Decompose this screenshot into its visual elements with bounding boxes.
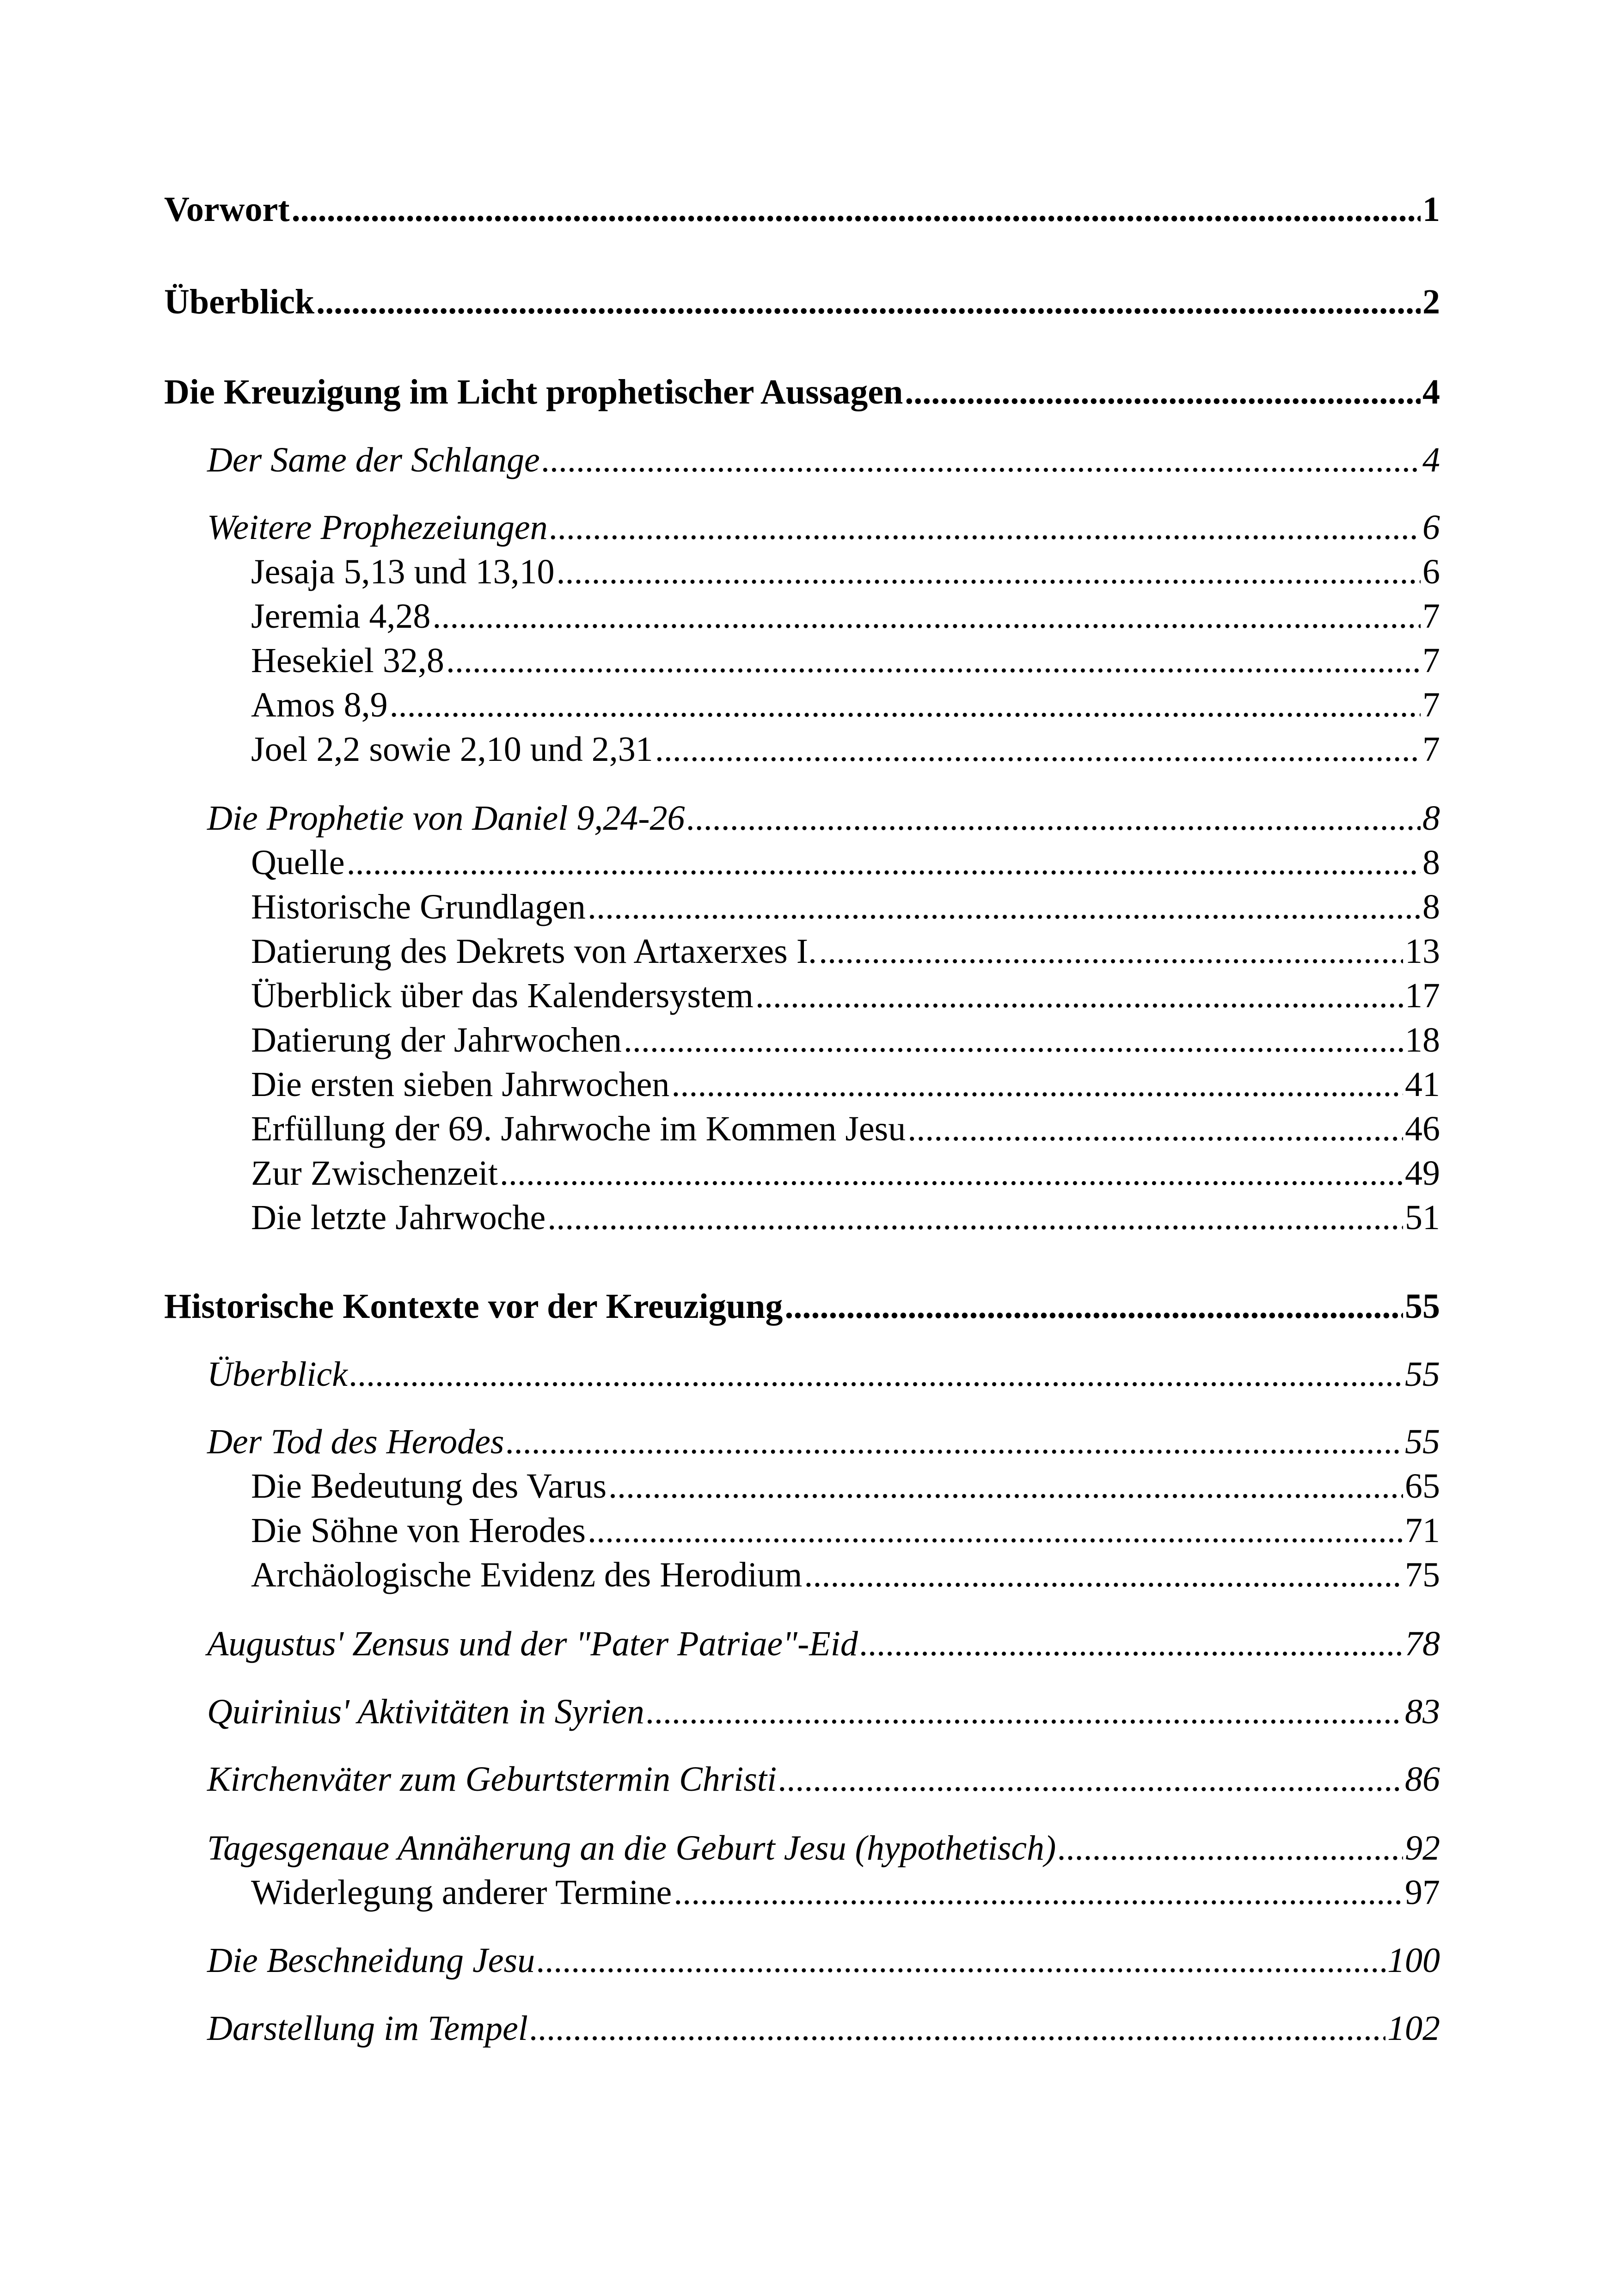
toc-entry-label: Erfüllung der 69. Jahrwoche im Kommen Jesu — [251, 1109, 906, 1148]
toc-entry[interactable] — [207, 1420, 1440, 1464]
toc-leader — [1058, 1826, 1403, 1870]
toc-entry-page: 8 — [1422, 799, 1440, 838]
toc-entry[interactable] — [207, 1352, 1440, 1396]
toc-leader — [506, 1420, 1403, 1464]
toc-entry-page: 51 — [1405, 1198, 1440, 1237]
toc-entry-label: Kirchenväter zum Geburtstermin Christi — [207, 1760, 777, 1799]
toc-entry-page: 6 — [1422, 508, 1440, 547]
toc-entry[interactable] — [207, 1690, 1440, 1734]
toc-entry-page: 100 — [1387, 1941, 1440, 1980]
toc-leader — [542, 438, 1421, 482]
toc-entry[interactable] — [251, 1870, 1440, 1915]
toc-entry-page: 49 — [1405, 1154, 1440, 1193]
toc-leader — [905, 370, 1421, 414]
toc-entry[interactable] — [251, 550, 1440, 594]
toc-entry-label: Datierung der Jahrwochen — [251, 1021, 622, 1059]
toc-entry[interactable] — [251, 1151, 1440, 1195]
toc-leader — [432, 594, 1421, 638]
toc-leader — [655, 727, 1421, 771]
toc-entry-label: Die Beschneidung Jesu — [207, 1941, 535, 1980]
toc-entry[interactable] — [251, 1107, 1440, 1151]
toc-entry-label: Der Tod des Herodes — [207, 1422, 504, 1461]
toc-entry[interactable] — [251, 1553, 1440, 1597]
toc-leader — [624, 1018, 1403, 1062]
toc-leader — [500, 1151, 1403, 1195]
toc-entry-page: 65 — [1405, 1467, 1440, 1506]
toc-entry-page: 17 — [1405, 976, 1440, 1015]
toc-entry[interactable] — [164, 280, 1440, 324]
toc-entry[interactable] — [164, 370, 1440, 414]
toc-entry-page: 7 — [1422, 686, 1440, 724]
toc-entry-label: Jeremia 4,28 — [251, 597, 431, 636]
toc-leader — [390, 683, 1421, 727]
toc-entry-label: Überblick — [207, 1355, 348, 1394]
toc-entry[interactable] — [207, 505, 1440, 550]
toc-entry[interactable] — [251, 1508, 1440, 1553]
toc-entry-page: 83 — [1405, 1692, 1440, 1731]
toc-leader — [687, 796, 1421, 840]
toc-entry-page: 2 — [1422, 282, 1440, 321]
toc-entry[interactable] — [251, 638, 1440, 683]
toc-entry[interactable] — [251, 1062, 1440, 1107]
toc-entry-page: 78 — [1405, 1624, 1440, 1663]
toc-entry[interactable] — [207, 1938, 1440, 1983]
toc-entry-label: Hesekiel 32,8 — [251, 641, 444, 680]
toc-entry-label: Die ersten sieben Jahrwochen — [251, 1065, 670, 1104]
toc-leader — [860, 1622, 1403, 1666]
toc-entry-label: Zur Zwischenzeit — [251, 1154, 498, 1193]
toc-leader — [588, 885, 1421, 929]
toc-entry-page: 86 — [1405, 1760, 1440, 1799]
toc-leader — [755, 974, 1403, 1018]
toc-entry-label: Darstellung im Tempel — [207, 2009, 528, 2048]
toc-entry-page: 46 — [1405, 1109, 1440, 1148]
toc-leader — [608, 1464, 1403, 1508]
toc-entry-label: Archäologische Evidenz des Herodium — [251, 1555, 803, 1594]
toc-leader — [804, 1553, 1403, 1597]
toc-entry-page: 7 — [1422, 730, 1440, 769]
toc-entry-page: 8 — [1422, 888, 1440, 926]
toc-entry-page: 97 — [1405, 1873, 1440, 1912]
toc-entry[interactable] — [207, 2006, 1440, 2051]
toc-leader — [784, 1284, 1403, 1329]
toc-leader — [671, 1062, 1403, 1107]
toc-entry-page: 75 — [1405, 1555, 1440, 1594]
toc-entry-label: Die letzte Jahrwoche — [251, 1198, 546, 1237]
toc-leader — [907, 1107, 1403, 1151]
toc-entry-label: Widerlegung anderer Termine — [251, 1873, 672, 1912]
toc-entry[interactable] — [251, 974, 1440, 1018]
toc-entry-label: Überblick über das Kalendersystem — [251, 976, 754, 1015]
toc-entry-page: 55 — [1405, 1287, 1440, 1326]
toc-leader — [588, 1508, 1403, 1553]
toc-entry-label: Tagesgenaue Annäherung an die Geburt Jesu (hypothetisch) — [207, 1829, 1056, 1867]
toc-leader — [547, 1195, 1403, 1240]
toc-entry-page: 4 — [1422, 441, 1440, 479]
toc-leader — [446, 638, 1421, 683]
toc-entry[interactable] — [251, 840, 1440, 885]
toc-entry-page: 7 — [1422, 597, 1440, 636]
toc-entry[interactable] — [207, 1622, 1440, 1666]
toc-entry[interactable] — [164, 187, 1440, 232]
toc-entry-page: 55 — [1405, 1355, 1440, 1394]
toc-entry-page: 18 — [1405, 1021, 1440, 1059]
toc-entry-label: Weitere Prophezeiungen — [207, 508, 548, 547]
toc-entry-label: Historische Grundlagen — [251, 888, 586, 926]
toc-leader — [530, 2006, 1385, 2051]
toc-entry-label: Historische Kontexte vor der Kreuzigung — [164, 1287, 783, 1326]
toc-leader — [550, 505, 1421, 550]
toc-entry-page: 8 — [1422, 843, 1440, 882]
toc-leader — [674, 1870, 1403, 1915]
toc-leader — [646, 1690, 1403, 1734]
toc-entry-label: Datierung des Dekrets von Artaxerxes I. — [251, 932, 817, 971]
toc-entry-page: 4 — [1422, 373, 1440, 411]
toc-entry-label: Augustus' Zensus und der "Pater Patriae"-Eid — [207, 1624, 858, 1663]
toc-entry-page: 92 — [1405, 1829, 1440, 1867]
toc-entry-label: Die Prophetie von Daniel 9,24-26 — [207, 799, 685, 838]
toc-leader — [347, 840, 1421, 885]
toc-leader — [316, 280, 1421, 324]
toc-entry[interactable] — [251, 885, 1440, 929]
toc-entry[interactable] — [207, 1826, 1440, 1870]
toc-entry[interactable] — [251, 1464, 1440, 1508]
toc-entry-label: Vorwort — [164, 190, 290, 229]
toc-entry-page: 41 — [1405, 1065, 1440, 1104]
toc-entry-page: 55 — [1405, 1422, 1440, 1461]
toc-entry-label: Überblick — [164, 282, 315, 321]
toc-entry[interactable] — [207, 796, 1440, 840]
toc-entry-label: Der Same der Schlange — [207, 441, 540, 479]
toc-entry-page: 71 — [1405, 1511, 1440, 1550]
toc-entry[interactable] — [251, 594, 1440, 638]
toc-entry-label: Die Bedeutung des Varus — [251, 1467, 607, 1506]
toc-leader — [556, 550, 1421, 594]
toc-entry[interactable] — [251, 1018, 1440, 1062]
toc-entry-label: Jesaja 5,13 und 13,10 — [251, 552, 555, 591]
toc-leader — [292, 187, 1421, 232]
toc-entry-page: 7 — [1422, 641, 1440, 680]
toc-entry-label: Joel 2,2 sowie 2,10 und 2,31 — [251, 730, 653, 769]
toc-entry-label: Die Söhne von Herodes — [251, 1511, 586, 1550]
toc-entry-page: 6 — [1422, 552, 1440, 591]
toc-entry-label: Die Kreuzigung im Licht prophetischer Aussagen — [164, 373, 903, 411]
toc-entry[interactable] — [207, 1757, 1440, 1801]
toc-entry[interactable] — [164, 1284, 1440, 1329]
toc-entry[interactable] — [207, 438, 1440, 482]
toc-leader — [349, 1352, 1403, 1396]
toc-entry[interactable] — [251, 929, 1440, 974]
toc-entry-label: Amos 8,9 — [251, 686, 388, 724]
toc-entry-page: 1 — [1422, 190, 1440, 229]
toc-entry[interactable] — [251, 727, 1440, 771]
toc-entry[interactable] — [251, 1195, 1440, 1240]
toc-entry[interactable] — [251, 683, 1440, 727]
toc-leader — [819, 929, 1403, 974]
toc-leader — [778, 1757, 1403, 1801]
toc-entry-page: 13 — [1405, 932, 1440, 971]
toc-entry-label: Quelle — [251, 843, 345, 882]
toc-leader — [537, 1938, 1385, 1983]
toc-entry-label: Quirinius' Aktivitäten in Syrien — [207, 1692, 644, 1731]
toc-entry-page: 102 — [1387, 2009, 1440, 2048]
